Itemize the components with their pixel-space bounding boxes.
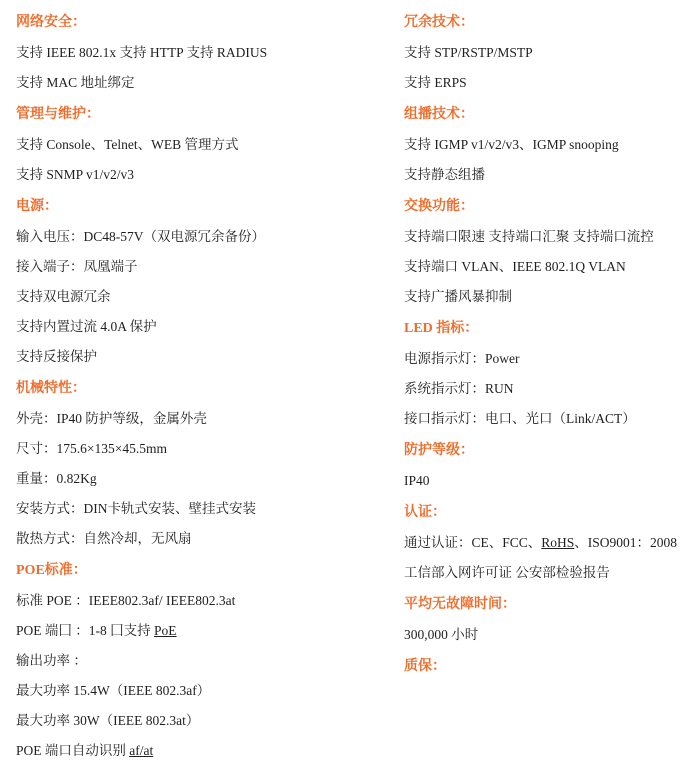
section-mtbf xyxy=(404,590,699,650)
section-title: 质保： xyxy=(404,659,446,674)
spec-line: 最大功率 15.4W（IEEE 802.3af） xyxy=(16,683,211,698)
spec-line: 工信部入网许可证 公安部检验报告 xyxy=(404,565,610,580)
section-title: POE标准： xyxy=(16,563,87,578)
spec-line: 输出功率 ： xyxy=(16,653,87,668)
section-title: 平均无故障时间： xyxy=(404,597,516,612)
spec-line: 输入电压：DC48-57V（双电源冗余备份） xyxy=(16,229,265,244)
spec-line: 接口指示灯：电口、光口（Link/ACT） xyxy=(404,411,636,426)
spec-line: 支持 IEEE 802.1x 支持 HTTP 支持 RADIUS xyxy=(16,45,268,60)
spec-line: 接入端子：凤凰端子 xyxy=(16,259,138,274)
section-poe-standard xyxy=(16,556,404,766)
section-multicast xyxy=(404,100,699,190)
spec-line: 支持双电源冗余 xyxy=(16,289,111,304)
spec-line: 电源指示灯：Power xyxy=(404,351,520,366)
spec-line: 支持 IGMP v1/v2/v3、IGMP snooping xyxy=(404,137,619,152)
spec-line: 支持静态组播 xyxy=(404,167,485,182)
spec-line: 支持反接保护 xyxy=(16,349,97,364)
section-title: LED 指标： xyxy=(404,321,479,336)
spec-line: 支持 ERPS xyxy=(404,75,467,90)
section-title: 组播技术： xyxy=(404,107,474,122)
spec-line xyxy=(16,616,404,646)
section-title: 冗余技术： xyxy=(404,15,474,30)
spec-line: 支持 Console、Telnet、WEB 管理方式 xyxy=(16,137,239,152)
spec-line-text: POE 端囗 ：1-8 囗支持 PoE xyxy=(16,623,177,638)
section-power-supply xyxy=(16,192,404,372)
spec-line: 支持内置过流 4.0A 保护 xyxy=(16,319,157,334)
section-switching-functions xyxy=(404,192,699,312)
spec-line: 安装方式：DIN卡轨式安装、壁挂式安装 xyxy=(16,501,256,516)
section-protection-level xyxy=(404,436,699,496)
two-column-layout xyxy=(0,8,699,768)
spec-line: 重量：0.82Kg xyxy=(16,471,97,486)
section-redundancy xyxy=(404,8,699,98)
spec-line: 最大功率 30W（IEEE 802.3at） xyxy=(16,713,200,728)
spec-line: 支持 STP/RSTP/MSTP xyxy=(404,45,533,60)
spec-line: 支持 MAC 地址绑定 xyxy=(16,75,135,90)
section-certification xyxy=(404,498,699,588)
spec-line: POE 端口自动识别 af/at xyxy=(16,743,154,758)
section-warranty xyxy=(404,652,699,682)
left-column xyxy=(0,8,404,768)
spec-line xyxy=(404,528,699,558)
section-led-indicators xyxy=(404,314,699,434)
spec-line: 支持端口 VLAN、IEEE 802.1Q VLAN xyxy=(404,259,626,274)
spec-line: 尺寸：175.6×135×45.5mm xyxy=(16,441,167,456)
spec-line: 标准 POE ：IEEE802.3af/ IEEE802.3at xyxy=(16,593,236,608)
section-title: 防护等级： xyxy=(404,443,474,458)
spec-line-text: 通过认证：CE、FCC、RoHS、ISO9001：2008 xyxy=(404,535,678,550)
section-management-maintenance xyxy=(16,100,404,190)
section-title: 交换功能： xyxy=(404,199,474,214)
section-title: 电源： xyxy=(16,199,58,214)
section-title: 认证： xyxy=(404,505,446,520)
spec-line: 散热方式：自然冷却，无风扇 xyxy=(16,531,192,546)
section-network-security xyxy=(16,8,404,98)
spec-line: 系统指示灯：RUN xyxy=(404,381,514,396)
spec-line: 支持广播风暴抑制 xyxy=(404,289,512,304)
section-mechanical xyxy=(16,374,404,554)
section-title: 网络安全： xyxy=(16,15,86,30)
spec-line: IP40 xyxy=(404,473,430,488)
section-title: 管理与维护： xyxy=(16,107,100,122)
spec-line: 外壳：IP40 防护等级，金属外壳 xyxy=(16,411,207,426)
spec-line: 支持 SNMP v1/v2/v3 xyxy=(16,167,135,182)
spec-line: 支持端口限速 支持端口汇聚 支持端口流控 xyxy=(404,229,654,244)
right-column xyxy=(404,8,699,684)
spec-line: 300,000 小时 xyxy=(404,627,479,642)
section-title: 机械特性： xyxy=(16,381,86,396)
